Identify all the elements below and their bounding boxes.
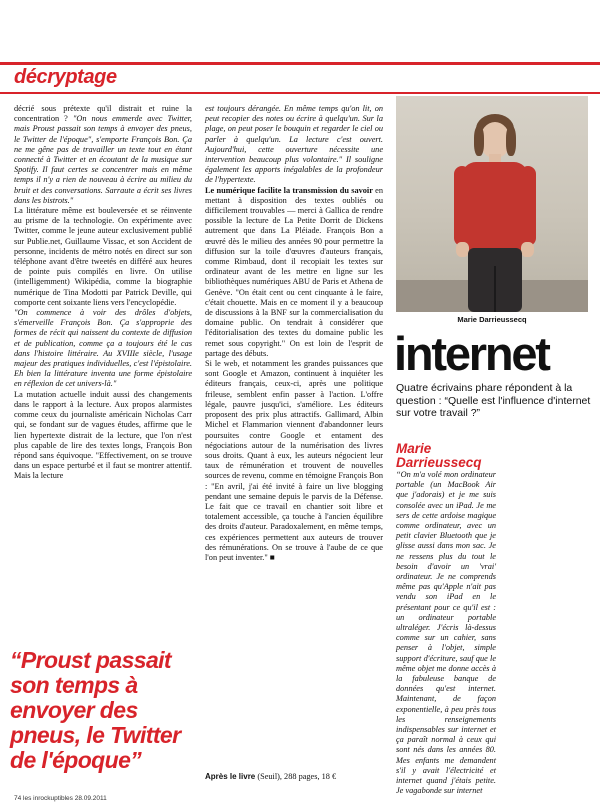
feature-standfirst: Quatre écrivains phare répondent à la question : “Quelle est l'influence d'internet sur votre travail ?” (396, 382, 591, 420)
paragraph: La mutation actuelle induit aussi des changements dans le rapport à la lecture. Aux propos alarmistes comme ceux du journaliste américain Nicholas Carr qui, se fondant sur de vagues études, affirme que le lien hypertexte distrait de la lecture, que l'on n'est plus capable de lire des textes longs, François Bon répond sans équivoque. "Effectivement, on se trouve dans un espace perturbé et il faut se montrer attentif. Mais la lecture (14, 389, 192, 481)
pull-quote: “Proust passait son temps à envoyer des pneus, le Twitter de l'époque” (10, 647, 181, 773)
paragraph: “On m'a volé mon ordinateur portable (un MacBook Air que j'adorais) et je me suis consolée avec un iPad. Je me sers de cette ardoise magique comme ordinateur, avec un petit clavier Bluetooth que je glisse aussi dans mon sac. Je ne ressens plus du tout le besoin d'avoir un 'vrai' ordinateur. Je ne comprends même pas qu'Apple n'ait pas vendu son iPad en le présentant pour ce qu'il est : un ordinateur portable ultraléger. J'écris là-dessus comme sur un cahier, sans penser à l'objet, simple support d'écriture, sauf que le même objet me donne accès à la fabuleuse banque de données qu'est internet. Maintenant, de façon exponentielle, à peu près tous les renseignements indispensables sur internet et ça paraît normal à ceux qui sont nés dans les années 80. Mes enfants me demandent s'il y avait l'électricité et internet quand j'étais petite. Je vagabonde sur internet (396, 470, 496, 796)
paragraph: est toujours dérangée. En même temps qu'on lit, on peut recopier des notes ou écrire à quelqu'un. Sur la plage, on peut poser le bouquin et regarder le ciel ou parler à quelqu'un. La lecture c'est ouvert. Aujourd'hui, cette ouverture nécessite une intervention beaucoup plus volontaire." Il souligne également les apports inégalables de la profondeur de l'hypertexte. (205, 104, 383, 185)
folio: 74 les inrockuptibles 28.09.2011 (14, 795, 107, 802)
header-rule-bottom (0, 92, 600, 94)
photo-caption: Marie Darrieussecq (457, 315, 527, 324)
body-column-2 (205, 104, 383, 563)
paragraph: Si le web, et notamment les grandes puissances que sont Google et Amazon, continuent à inquiéter les éditeurs français, ceux-ci, après une politique frileuse, semblent enfin passer à l'action. L'offre légale, pauvre jusqu'ici, s'améliore. Les éditeurs proposent des prix plus attractifs. Gallimard, Albin Michel et Flammarion viennent d'abandonner leurs poursuites contre Google et entament des négociations autour de la numérisation des livres sous droits. Quant à eux, les auteurs négocient leur taux de rémunération et trouvent de nouvelles sources de revenu, comme en témoigne François Bon : "En avril, j'ai été invité à faire un live blogging pendant une semaine depuis le parvis de la Défense. Le fait que ce travail en chantier soit libre et totalement accessible, ça touche à l'ancien équilibre des droits d'auteur. Paradoxalement, en même temps, ces expériences permettent aux auteurs de trouver des rémunérations. On se trouve à l'aube de ce que l'on peut inventer." ■ (205, 359, 383, 562)
book-credit (205, 772, 385, 781)
photo-hair-left (474, 126, 484, 156)
sidebar-author-name: Marie Darrieussecq (396, 441, 482, 470)
paragraph: La littérature même est bouleversée et se réinvente au prisme de la technologie. On expérimente avec Twitter, comme le jeune auteur exclusivement publié sur Publie.net, Guillaume Vissac, et son Accident de personne, incidents de métro notés en direct sur son téléphone avant d'être tweetés en différé aux heures de pointe puis compilés en livre. On utilise (intelligemment) Wikipédia, comme la biographie numérique de Tina Modotti par Patrick Deville, qui comporte cent soixante liens vers l'encyclopédie. (14, 206, 192, 307)
photo-hand-right (521, 242, 534, 257)
book-title: Après le livre (205, 772, 256, 781)
photo-torso (462, 162, 528, 254)
paragraph: "On commence à voir des drôles d'objets, s'émerveille François Bon. Ça s'approprie des formes de récit qui naissent du contexte de diffusion et de publication, comme ça a toujours été le cas dans l'histoire littéraire. Au XVIIIe siècle, l'usage majeur des pratiques individuelles, c'est l'épistolaire. Eh bien la littérature inventa une forme épistolaire en réflexion de cet univers-là." (14, 308, 192, 389)
paragraph: Le numérique facilite la transmission du savoir en mettant à disposition des textes oubliés ou difficilement trouvables — merci à Gallica de rendre possible la lecture de La Petite Dorrit de Dickens autrement que dans La Pléiade. François Bon a œuvré dès le milieu des années 90 pour permettre la diffusion sur la toile d'œuvres d'auteurs français, comme Rimbaud, dont il recopiait les textes sur ordinateur avant de les mettre en ligne sur les bibliothèques numériques ABU de Paris et Athena de Genève. "On était cent ou cent cinquante à le faire, c'était chouette. Mais en ce moment il y a beaucoup de discussions à la BNF sur la commercialisation du domaine public. On tendrait à considérer que l'éditorialisation des textes du domaine public les remet sous copyright." On est loin de l'esprit de partage des débuts. (205, 185, 383, 358)
column-divider (389, 96, 390, 796)
photo-hair-right (506, 126, 516, 156)
section-kicker: décryptage (14, 66, 117, 88)
header-rule-top (0, 62, 600, 65)
body-column-1 (14, 104, 192, 482)
author-photo (396, 96, 588, 312)
paragraph: décrié sous prétexte qu'il distrait et ruine la concentration ? "On nous emmerde avec Twitter, mais Proust passait son temps à envoyer des pneus, le Twitter de l'époque", s'emporte François Bon. Ça ne me gêne pas de travailler un texte tout en étant connecté à Twitter et en écoutant de la musique sur Spotify. Il faut certes se concentrer mais en même temps il n'y a rien de nouveau à écrire au milieu du bruit et des conversations. Sarraute a écrit ses livres dans les bistrots." (14, 104, 193, 205)
sidebar-quote-column (396, 470, 496, 797)
photo-leg-split (494, 266, 496, 312)
book-details: (Seuil), 288 pages, 18 € (255, 772, 337, 781)
feature-title: internet (394, 327, 549, 380)
